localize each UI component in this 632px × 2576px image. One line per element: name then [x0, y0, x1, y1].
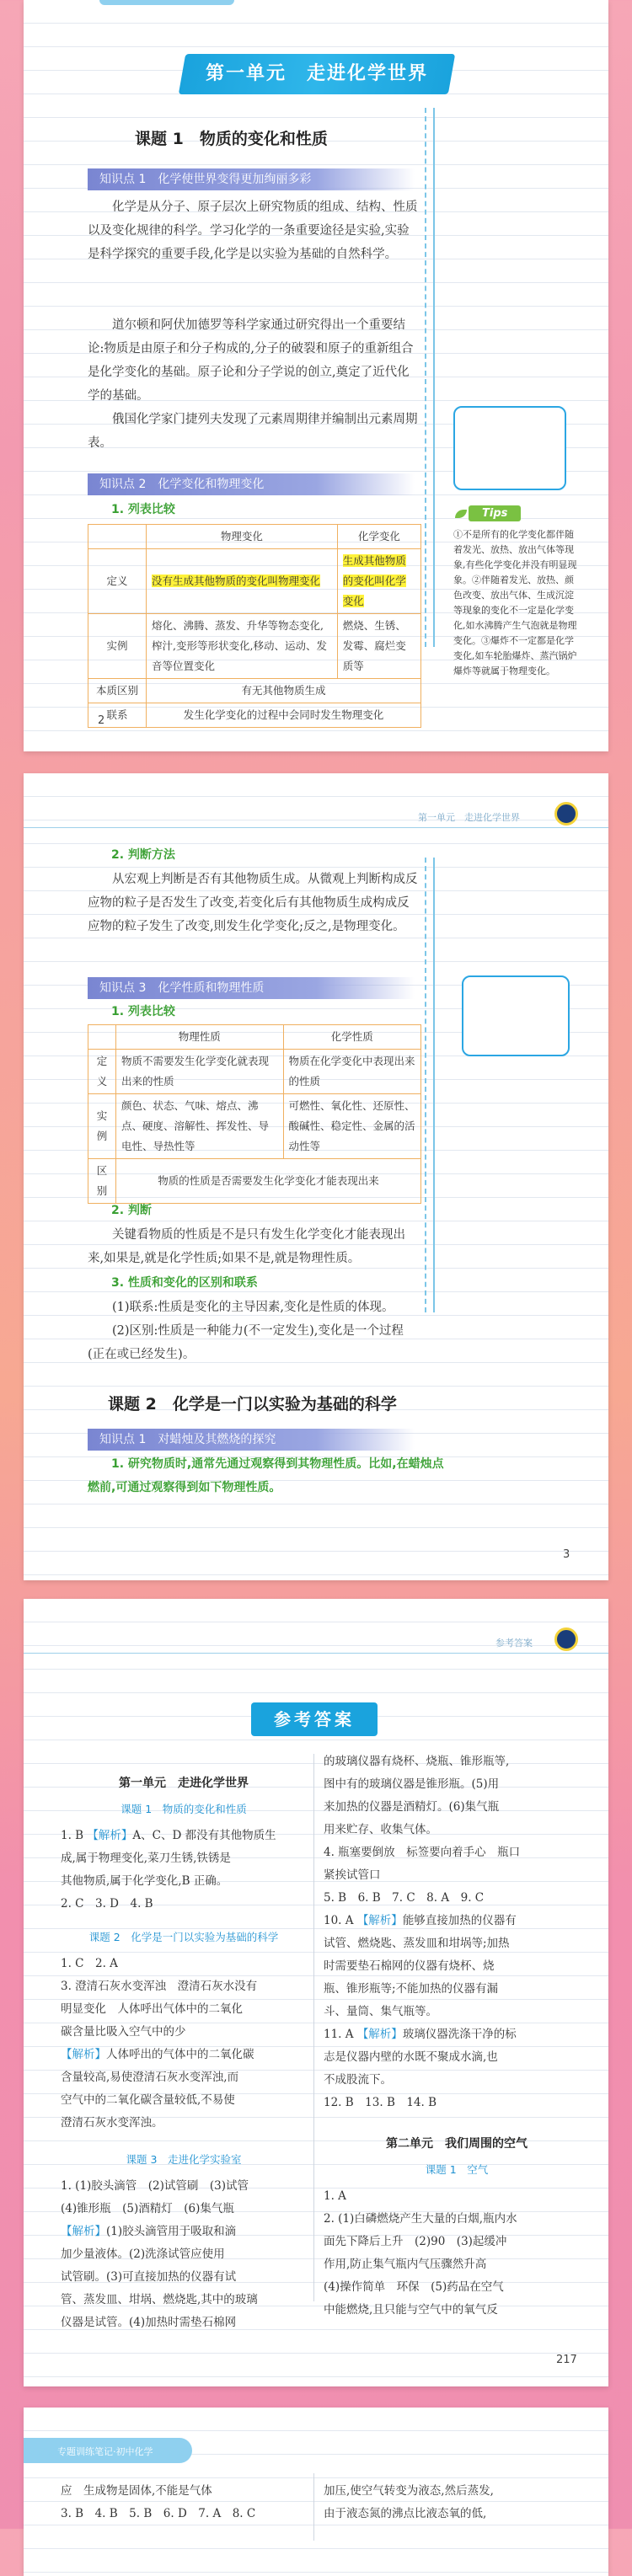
page-1: [24, 0, 608, 751]
answer-banner: 参考答案: [251, 1702, 378, 1736]
page-number: 2: [98, 714, 105, 727]
unit-heading: 第二单元 我们周围的空气: [386, 2137, 528, 2151]
paragraph: 俄国化学家门捷列夫发现了元素周期律并编制出元素周期表。: [88, 413, 418, 450]
answer-line: 时需要垫石棉网的仪器有烧杯、烧: [324, 1959, 495, 1973]
row-label: 区别: [88, 1159, 116, 1204]
answer-block: [324, 1750, 593, 2114]
answer-line: 作用,防止集气瓶内气压骤然升高: [324, 2258, 487, 2271]
subheading: 3. 性质和变化的区别和联系: [111, 1276, 258, 1290]
tips-badge: Tips: [469, 505, 521, 521]
note-box: [453, 406, 566, 490]
header-ornament: [554, 1627, 578, 1651]
comparison-table: [88, 1024, 421, 1204]
running-header: 专题训练笔记·初中化学: [57, 2446, 153, 2457]
answer-line: 2. C 3. D 4. B: [61, 1897, 153, 1911]
answer-line: 紧挨试管口: [324, 1868, 381, 1882]
subheading: 2. 判断方法: [111, 848, 175, 862]
answer-line: 图中有的玻璃仪器是锥形瓶。(5)用: [324, 1777, 500, 1791]
unit-title-banner: [179, 54, 455, 94]
page-number: 217: [556, 2354, 577, 2366]
answer-line: 的玻璃仪器有烧杯、烧瓶、锥形瓶等,: [324, 1755, 510, 1768]
table-header: 化学性质: [283, 1025, 420, 1050]
paragraph: 化学是从分子、原子层次上研究物质的组成、结构、性质以及变化规律的科学。学习化学的一条重要途径是实验,实验是科学探究的重要手段,化学是以实验为基础的自然科学。: [88, 200, 418, 261]
paragraph: (2)区别:性质是一种能力(不一定发生),变化是一个过程(正在或已经发生)。: [88, 1324, 404, 1361]
answer-line: 用来贮存、收集气体。: [324, 1823, 437, 1836]
knowledge-point-heading: 知识点 1 对蜡烛及其燃烧的探究: [88, 1429, 415, 1451]
page-top-strip: [99, 0, 234, 5]
green-paragraph: 1. 研究物质时,通常先通过观察得到其物理性质。比如,在蜡烛点燃前,可通过观察得到如下物理性质。: [88, 1457, 444, 1494]
answer-line: 1. (1)胶头滴管 (2)试管刷 (3)试管: [61, 2179, 249, 2193]
paragraph: 道尔顿和阿伏加德罗等科学家通过研究得出一个重要结论:物质是由原子和分子构成的,分子的破裂和原子的重新组合是化学变化的基础。原子论和分子学说的创立,奠定了近代化学的基础。: [88, 318, 414, 403]
lesson-title: 课题 1 物质的变化和性质: [135, 130, 328, 148]
page-2: [24, 773, 608, 1580]
answer-block: [61, 1953, 310, 2135]
answer-line: 12. B 13. B 14. B: [324, 2096, 437, 2109]
answer-line: 成,属于物理变化,菜刀生锈,铁锈是: [61, 1852, 231, 1865]
answer-line: 空气中的二氧化碳含量较低,不易使: [61, 2093, 235, 2107]
answer-line: 其他物质,属于化学变化,B 正确。: [61, 1874, 228, 1888]
answer-line: 4. 瓶塞要倒放 标签要向着手心 瓶口: [324, 1846, 521, 1859]
table-cell: 发生化学变化的过程中会同时发生物理变化: [147, 703, 421, 728]
answer-line: 【解析】(1)胶头滴管用于吸取和滴: [61, 2225, 237, 2238]
answer-line: 1. B 【解析】A、C、D 都没有其他物质生: [61, 1829, 276, 1842]
table-header: 物理变化: [147, 525, 338, 549]
answer-line: 仪器是试管。(4)加热时需垫石棉网: [61, 2316, 237, 2329]
subheading: 2. 判断: [111, 1204, 152, 1217]
lesson-heading: 课题 2 化学是一门以实验为基础的科学: [88, 1931, 279, 1943]
row-label: 定义: [88, 1050, 116, 1094]
answer-line: 不成股流下。: [324, 2073, 392, 2087]
note-box: [462, 975, 570, 1056]
answer-line: 来加热的仪器是酒精灯。(6)集气瓶: [324, 1800, 500, 1814]
column-divider-dashed: [425, 108, 426, 647]
answer-line: 澄清石灰水变浑浊。: [61, 2116, 163, 2130]
table-cell: 物质不需要发生化学变化就表现出来的性质: [116, 1050, 284, 1094]
answer-block: [61, 1825, 310, 1916]
table-cell: 燃烧、生锈、发霉、腐烂变质等: [337, 614, 420, 679]
table-cell: 可燃性、氧化性、还原性、酸碱性、稳定性、金属的活动性等: [283, 1094, 420, 1159]
answer-line: 碳含量比吸入空气中的少: [61, 2025, 186, 2039]
unit-heading: 第一单元 走进化学世界: [119, 1777, 249, 1790]
answer-line: 面先下降后上升 (2)90 (3)起缓冲: [324, 2235, 507, 2248]
page-number: 3: [563, 1548, 570, 1561]
leaf-icon: [455, 510, 467, 518]
answer-line: 【解析】人体呼出的气体中的二氧化碳: [61, 2048, 254, 2061]
lesson-title: 课题 2 化学是一门以实验为基础的科学: [108, 1395, 397, 1414]
table-cell: 物质在化学变化中表现出来的性质: [283, 1050, 420, 1094]
column-divider-dashed: [425, 858, 426, 1312]
paragraph: 关键看物质的性质是不是只有发生化学变化才能表现出来,如果是,就是化学性质;如果不是,就是物理性质。: [88, 1228, 405, 1265]
answer-line: 10. A 【解析】能够直接加热的仪器有: [324, 1914, 517, 1927]
page-3: [24, 1599, 608, 2386]
knowledge-point-heading: 知识点 2 化学变化和物理变化: [88, 473, 415, 495]
answer-line: 1. A: [324, 2189, 346, 2203]
paragraph: (1)联系:性质是变化的主导因素,变化是性质的体现。: [112, 1301, 394, 1314]
subheading: 1. 列表比较: [111, 1005, 175, 1018]
header-ornament: [554, 802, 578, 826]
answer-line: (4)锥形瓶 (5)酒精灯 (6)集气瓶: [61, 2202, 234, 2215]
row-label: 实例: [88, 1094, 116, 1159]
unit-title: 第一单元 走进化学世界: [205, 63, 428, 84]
table-cell: 有无其他物质生成: [147, 679, 421, 703]
table-cell: 熔化、沸腾、蒸发、升华等物态变化,榨汁,变形等形状变化,移动、运动、发音等位置变化: [147, 614, 338, 679]
answer-line: 加压,使空气转变为液态,然后蒸发,: [324, 2484, 494, 2498]
knowledge-point-heading: 知识点 1 化学使世界变得更加绚丽多彩: [88, 168, 415, 190]
column-divider: [313, 1754, 314, 2301]
answer-line: 中能燃烧,且只能与空气中的氧气反: [324, 2303, 498, 2317]
column-divider: [433, 108, 435, 647]
table-header: 物理性质: [116, 1025, 284, 1050]
column-divider: [433, 858, 435, 1312]
lesson-heading: 课题 1 空气: [425, 2163, 489, 2176]
answer-line: 试管、燃烧匙、蒸发皿和坩埚等;加热: [324, 1937, 510, 1950]
lesson-heading: 课题 1 物质的变化和性质: [121, 1803, 247, 1815]
answer-line: 11. A 【解析】玻璃仪器洗涤干净的标: [324, 2028, 517, 2041]
answer-block: [324, 2185, 593, 2322]
answer-line: 明显变化 人体呼出气体中的二氧化: [61, 2002, 243, 2016]
row-label: 定义: [88, 549, 147, 614]
running-header: 参考答案: [495, 1638, 533, 1649]
answer-line: 管、蒸发皿、坩埚、燃烧匙,其中的玻璃: [61, 2293, 258, 2306]
page-4: [24, 2408, 608, 2576]
answer-line: 瓶、锥形瓶等;不能加热的仪器有漏: [324, 1982, 499, 1996]
answer-block: [324, 2480, 593, 2525]
knowledge-point-heading: 知识点 3 化学性质和物理性质: [88, 977, 415, 999]
table-cell: 颜色、状态、气味、熔点、沸点、硬度、溶解性、挥发性、导电性、导热性等: [116, 1094, 284, 1159]
answer-line: 志是仪器内壁的水既不聚成水滴,也: [324, 2050, 498, 2064]
answer-line: 由于液态氮的沸点比液态氧的低,: [324, 2507, 487, 2520]
answer-line: 3. B 4. B 5. B 6. D 7. A 8. C: [61, 2507, 256, 2520]
comparison-table: [88, 524, 421, 728]
table-header: 化学变化: [337, 525, 420, 549]
answer-line: (4)操作简单 环保 (5)药品在空气: [324, 2280, 504, 2294]
answer-line: 加少量液体。(2)洗涤试管应使用: [61, 2247, 225, 2261]
answer-line: 应 生成物是固体,不能是气体: [61, 2484, 212, 2498]
lesson-heading: 课题 3 走进化学实验室: [126, 2153, 242, 2166]
table-cell: 物质的性质是否需要发生化学变化才能表现出来: [116, 1159, 421, 1204]
header-rule: [24, 827, 608, 828]
answer-block: [61, 2175, 310, 2334]
column-divider: [313, 2473, 314, 2541]
answer-line: 3. 澄清石灰水变浑浊 澄清石灰水没有: [61, 1980, 258, 1993]
highlighted-definition: 生成其他物质的变化叫化学变化: [342, 554, 406, 607]
answer-line: 1. C 2. A: [61, 1957, 118, 1970]
answer-line: 5. B 6. B 7. C 8. A 9. C: [324, 1891, 485, 1905]
paragraph: 从宏观上判断是否有其他物质生成。从微观上判断构成反应物的粒子是否发生了改变,若变化后有其他物质生成构成反应物的粒子发生了改变,則发生化学变化;反之,是物理变化。: [88, 873, 418, 933]
row-label: 联系: [88, 703, 147, 728]
answer-line: 2. (1)白磷燃烧产生大量的白烟,瓶内水: [324, 2212, 517, 2226]
answer-line: 试管刷。(3)可直接加热的仪器有试: [61, 2270, 237, 2284]
subheading: 1. 列表比较: [111, 503, 175, 516]
answer-block: [61, 2480, 310, 2525]
tips-text: ①不是所有的化学变化都伴随着发光、放热、放出气体等现象,有些化学变化并没有明显现象。②伴随着发光、放热、颜色改变、放出气体、生成沉淀等现象的变化不一定是化学变化,如水沸腾产生气泡就是物理变化。③爆炸不一定都是化学变化,如车轮胎爆炸、蒸汽锅炉爆炸等就属于物理变化。: [453, 529, 577, 676]
highlighted-definition: 没有生成其他物质的变化叫物理变化: [152, 575, 321, 587]
header-rule: [24, 1653, 608, 1654]
answer-line: 含量较高,易使澄清石灰水变浑浊,而: [61, 2071, 239, 2084]
row-label: 本质区别: [88, 679, 147, 703]
running-header: 第一单元 走进化学世界: [418, 812, 520, 823]
row-label: 实例: [88, 614, 147, 679]
answer-line: 斗、量筒、集气瓶等。: [324, 2005, 437, 2018]
